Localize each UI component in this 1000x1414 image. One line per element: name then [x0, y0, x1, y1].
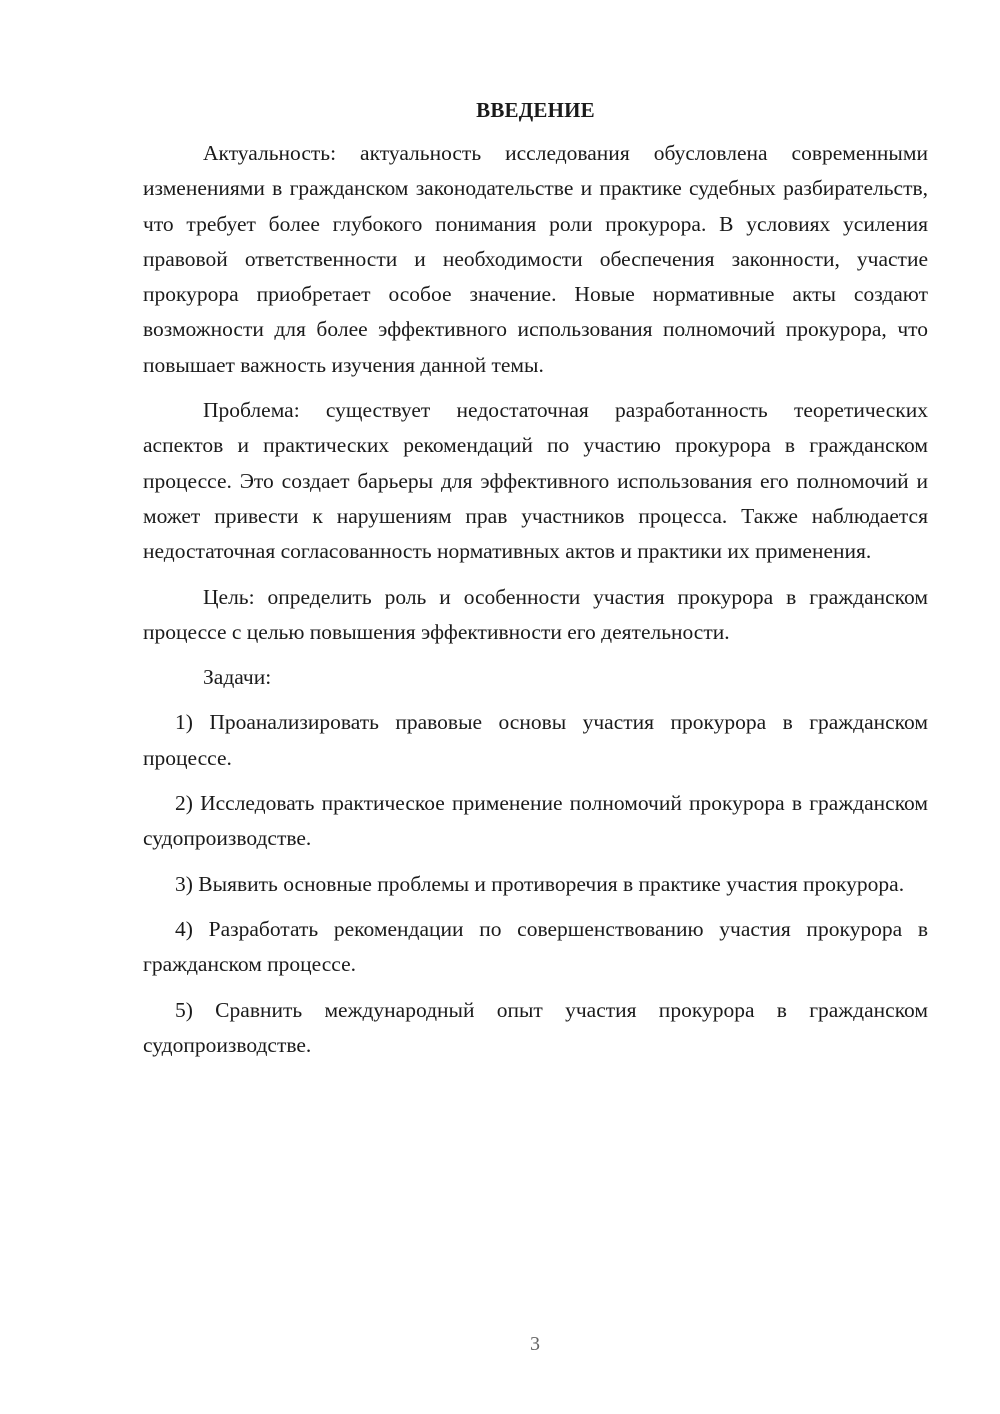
task-item: 4) Разработать рекомендации по совершенствованию участия прокурора в гражданском процессе. — [143, 916, 928, 977]
task-item: 5) Сравнить международный опыт участия прокурора в гражданском судопроизводстве. — [143, 997, 928, 1057]
document-body — [143, 94, 928, 1073]
task-item: 2) Исследовать практическое применение полномочий прокурора в гражданском судопроизводстве. — [143, 791, 928, 851]
paragraph-relevance: Актуальность: актуальность исследования обусловлена современными изменениями в гражданском законодательстве и практике судебных разбирательств, что требует более глубокого понимания роли прокурора. В условиях усиления правовой ответственности и необходимости обеспечения законности, участие прокурора приобретает особое значение. Новые нормативные акты создают возможности для более эффективного использования полномочий прокурора, что повышает важность изучения данной темы. — [143, 141, 928, 377]
task-item: 3) Выявить основные проблемы и противоречия в практике участия прокурора. — [175, 871, 905, 896]
paragraph-problem: Проблема: существует недостаточная разработанность теоретических аспектов и практических рекомендаций по участию прокурора в гражданском процессе. Это создает барьеры для эффективного использования его полномочий и может привести к нарушениям прав участников процесса. Также наблюдается недостаточная согласованность нормативных актов и практики их применения. — [143, 398, 928, 564]
tasks-heading: Задачи: — [203, 665, 272, 690]
task-item: 1) Проанализировать правовые основы участия прокурора в гражданском процессе. — [143, 710, 928, 770]
paragraph-goal: Цель: определить роль и особенности участия прокурора в гражданском процессе с целью повышения эффективности его деятельности. — [143, 584, 928, 644]
page-number: 3 — [530, 1333, 540, 1355]
page-title: ВВЕДЕНИЕ — [476, 98, 595, 122]
